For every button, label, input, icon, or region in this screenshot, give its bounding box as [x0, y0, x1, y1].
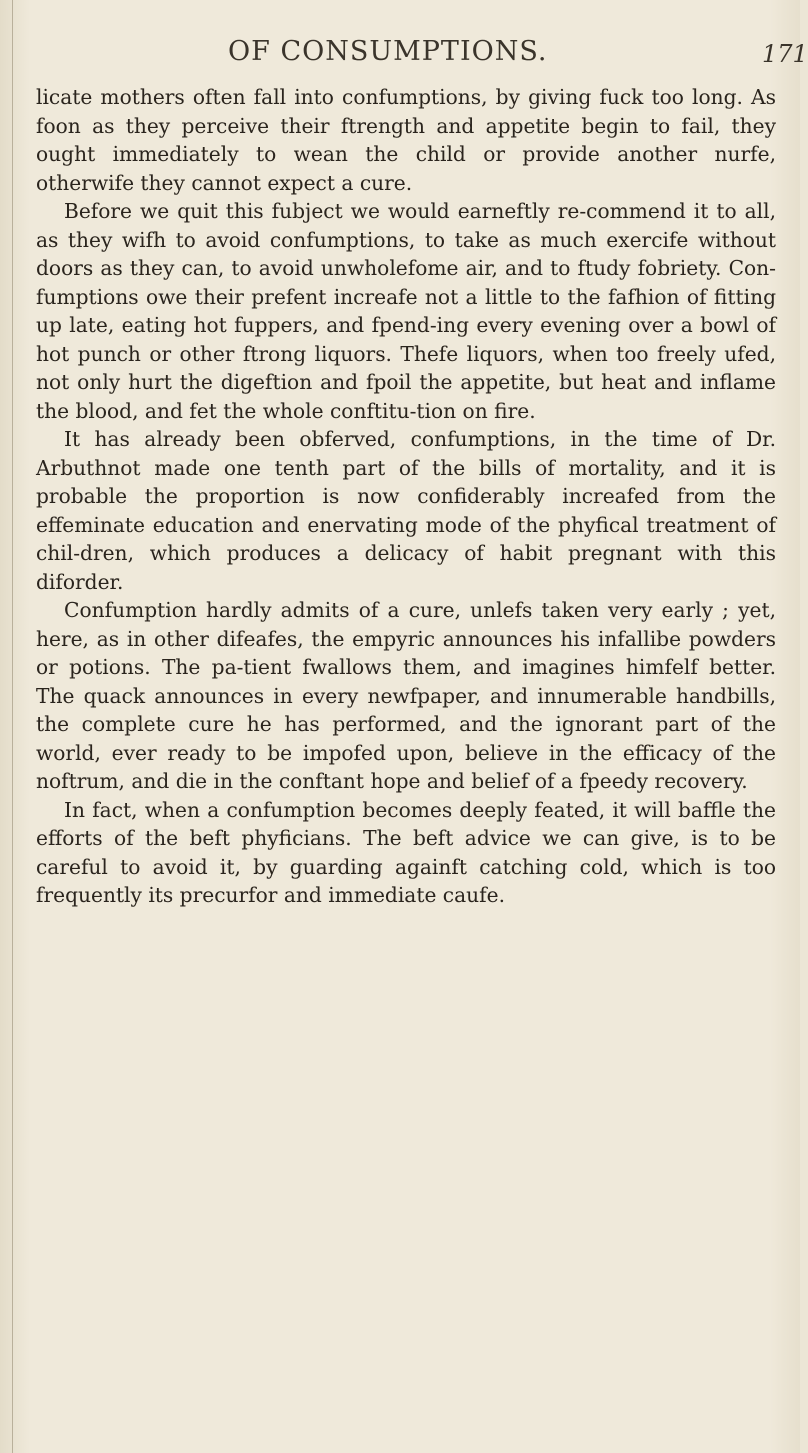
running-head: OF CONSUMPTIONS. — [228, 36, 548, 67]
paragraph-4: Confumption hardly admits of a cure, unlefs taken very early ; yet, here, as in other difeafes, the empyric announces his infallibe powders or potions. The pa-tient fwallows them, and imagines himfelf better. The quack announces in every newfpaper, and innumerable handbills, the complete cure he has performed, and the ignorant part of the world, ever ready to be impofed upon, believe in the efficacy of the noftrum, and die in the conftant hope and belief of a fpeedy recovery. — [36, 598, 776, 793]
paragraph-3: It has already been obferved, confumptions, in the time of Dr. Arbuthnot made one tenth part of the bills of mortality, and it is probable the proportion is now confiderably increafed from the effeminate education and enervating mode of the phyfical treatment of chil-dren, which produces a delicacy of habit pregnant with this diforder. — [36, 427, 776, 594]
page-number: 171 — [762, 40, 808, 68]
paragraph-1: licate mothers often fall into confumptions, by giving fuck too long. As foon as they perceive their ftrength and appetite begin to fail, they ought immediately to wean the child or provide another nurfe, otherwife they cannot expect a cure. — [36, 85, 776, 195]
body-text — [36, 83, 776, 910]
page-header — [0, 28, 808, 68]
page-gutter — [12, 0, 13, 1453]
paragraph-2: Before we quit this fubject we would earneftly re-commend it to all, as they wifh to avoid confumptions, to take as much exercife without doors as they can, to avoid unwholefome air, and to ftudy fobriety. Con-fumptions owe their prefent increafe not a little to the fafhion of fitting up late, eating hot fuppers, and fpend-ing every evening over a bowl of hot punch or other ftrong liquors. Thefe liquors, when too freely ufed, not only hurt the digeftion and fpoil the appetite, but heat and inflame the blood, and fet the whole conftitu-tion on fire. — [36, 199, 776, 423]
paragraph-5: In fact, when a confumption becomes deeply feated, it will baffle the efforts of the beft phyficians. The beft advice we can give, is to be careful to avoid it, by guarding againft catching cold, which is too frequently its precurfor and immediate caufe. — [36, 797, 776, 907]
